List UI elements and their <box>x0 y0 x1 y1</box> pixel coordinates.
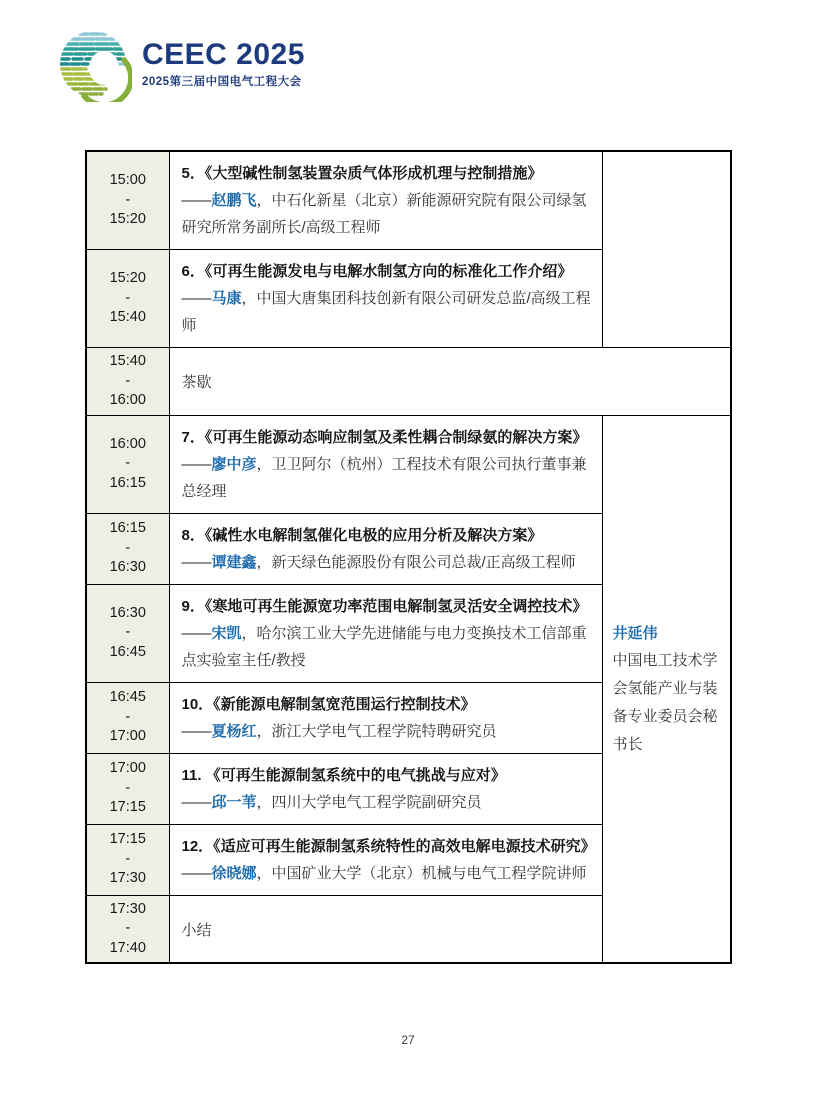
time-start: 15:40 <box>109 353 146 369</box>
break-cell: 小结 <box>169 895 602 963</box>
speaker-line <box>182 285 594 339</box>
time-end: 17:00 <box>109 728 146 745</box>
speaker-name: 徐晓娜 <box>211 864 257 882</box>
time-end: 17:15 <box>109 799 146 816</box>
time-cell <box>86 415 169 513</box>
time-start: 16:30 <box>109 604 146 621</box>
moderator-cell-empty <box>602 151 731 348</box>
time-cell <box>86 513 169 584</box>
moderator-name: 井延伟 <box>612 624 658 642</box>
time-separator: - <box>125 779 131 796</box>
time-start: 16:00 <box>109 435 146 452</box>
talk-title: 12．《适应可再生能源制氢系统特性的高效电解电源技术研究》 <box>181 837 596 855</box>
speaker-affiliation: ，哈尔滨工业大学先进储能与电力变换技术工信部重点实验室主任/教授 <box>181 624 587 669</box>
time-start: 17:00 <box>109 760 146 777</box>
talk-title: 11. 《可再生能源制氢系统中的电气挑战与应对》 <box>181 766 506 784</box>
time-cell <box>86 584 169 682</box>
logo-text-block <box>142 39 305 89</box>
table-row <box>86 151 731 250</box>
table-row <box>86 415 731 513</box>
speaker-name: 马康 <box>211 290 242 307</box>
speaker-affiliation: ，中石化新星（北京）新能源研究院有限公司绿氢研究所常务副所长/高级工程师 <box>181 192 587 236</box>
talk-title: 9．《寒地可再生能源宽功率范围电解制氢灵活安全调控技术》 <box>181 597 588 615</box>
time-end: 17:40 <box>109 939 146 956</box>
em-dash: —— <box>181 290 212 307</box>
time-cell <box>86 824 169 895</box>
speaker-line <box>182 620 594 674</box>
speaker-line <box>182 860 594 887</box>
speaker-name: 廖中彦 <box>211 455 257 473</box>
speaker-line <box>182 187 594 241</box>
speaker-line <box>182 451 594 505</box>
speaker-affiliation: ，浙江大学电气工程学院特聘研究员 <box>256 722 497 740</box>
break-cell: 茶歇 <box>169 348 731 416</box>
logo-title: CEEC 2025 <box>142 38 305 72</box>
time-end: 16:30 <box>109 559 146 576</box>
logo-subtitle: 2025第三届中国电气工程大会 <box>142 75 302 88</box>
session-cell <box>169 513 602 584</box>
time-separator: - <box>125 708 131 725</box>
talk-title: 7．《可再生能源动态响应制氢及柔性耦合制绿氨的解决方案》 <box>181 428 588 446</box>
striped-globe-icon <box>58 26 132 102</box>
time-separator: - <box>125 850 131 867</box>
time-end: 16:15 <box>109 474 146 491</box>
time-start: 16:45 <box>109 689 146 706</box>
time-separator: - <box>125 372 131 389</box>
speaker-name: 宋凯 <box>211 624 242 642</box>
session-cell <box>169 753 602 824</box>
session-cell <box>169 682 602 753</box>
speaker-line <box>182 789 594 816</box>
talk-title: 10．《新能源电解制氢宽范围运行控制技术》 <box>181 695 476 713</box>
time-end: 16:00 <box>109 392 146 409</box>
time-start: 15:20 <box>109 270 146 287</box>
table-row <box>86 348 731 416</box>
time-separator: - <box>125 624 131 641</box>
em-dash: —— <box>181 624 212 642</box>
time-separator: - <box>125 920 131 937</box>
talk-title: 6．《可再生能源发电与电解水制氢方向的标准化工作介绍》 <box>181 263 573 280</box>
time-cell <box>86 753 169 824</box>
time-separator: - <box>125 191 131 208</box>
session-cell <box>169 151 602 250</box>
moderator-cell <box>602 415 731 963</box>
em-dash: —— <box>181 553 212 571</box>
em-dash: —— <box>181 455 212 473</box>
speaker-affiliation: ，卫卫阿尔（杭州）工程技术有限公司执行董事兼总经理 <box>181 455 587 500</box>
speaker-name: 赵鹏飞 <box>211 192 257 209</box>
em-dash: —— <box>181 864 212 882</box>
em-dash: —— <box>181 793 212 811</box>
session-cell <box>169 584 602 682</box>
time-end: 15:40 <box>109 309 146 326</box>
talk-title: 5．《大型碱性制氢装置杂质气体形成机理与控制措施》 <box>181 165 543 182</box>
speaker-affiliation: ，中国矿业大学（北京）机械与电气工程学院讲师 <box>256 864 587 882</box>
time-end: 17:30 <box>109 870 146 887</box>
time-start: 16:15 <box>109 520 146 537</box>
time-cell <box>86 895 169 963</box>
speaker-affiliation: ，新天绿色能源股份有限公司总裁/正高级工程师 <box>256 553 576 571</box>
moderator-title: 中国电工技术学会氢能产业与装备专业委员会秘书长 <box>612 652 718 753</box>
session-cell <box>169 824 602 895</box>
speaker-name: 谭建鑫 <box>211 553 257 571</box>
time-end: 15:20 <box>109 211 146 228</box>
em-dash: —— <box>181 192 212 209</box>
speaker-affiliation: ，四川大学电气工程学院副研究员 <box>256 793 482 811</box>
speaker-line <box>182 718 594 745</box>
session-cell <box>169 250 602 348</box>
time-start: 17:15 <box>109 831 146 848</box>
time-cell <box>86 682 169 753</box>
time-start: 15:00 <box>109 172 146 189</box>
speaker-name: 夏杨红 <box>211 722 257 740</box>
speaker-name: 邱一苇 <box>211 793 257 811</box>
session-cell <box>169 415 602 513</box>
speaker-line <box>182 549 594 576</box>
em-dash: —— <box>181 722 212 740</box>
time-start: 17:30 <box>109 900 146 917</box>
talk-title: 8．《碱性水电解制氢催化电极的应用分析及解决方案》 <box>181 526 543 544</box>
time-end: 16:45 <box>109 643 146 660</box>
time-cell <box>86 250 169 348</box>
agenda-table <box>85 150 732 964</box>
time-cell <box>86 348 169 416</box>
time-separator: - <box>125 455 131 472</box>
time-cell <box>86 151 169 250</box>
time-separator: - <box>125 289 131 306</box>
ceec-logo <box>58 26 305 102</box>
page-number: 27 <box>401 1033 415 1047</box>
speaker-affiliation: ，中国大唐集团科技创新有限公司研发总监/高级工程师 <box>181 290 591 334</box>
time-separator: - <box>125 539 131 556</box>
